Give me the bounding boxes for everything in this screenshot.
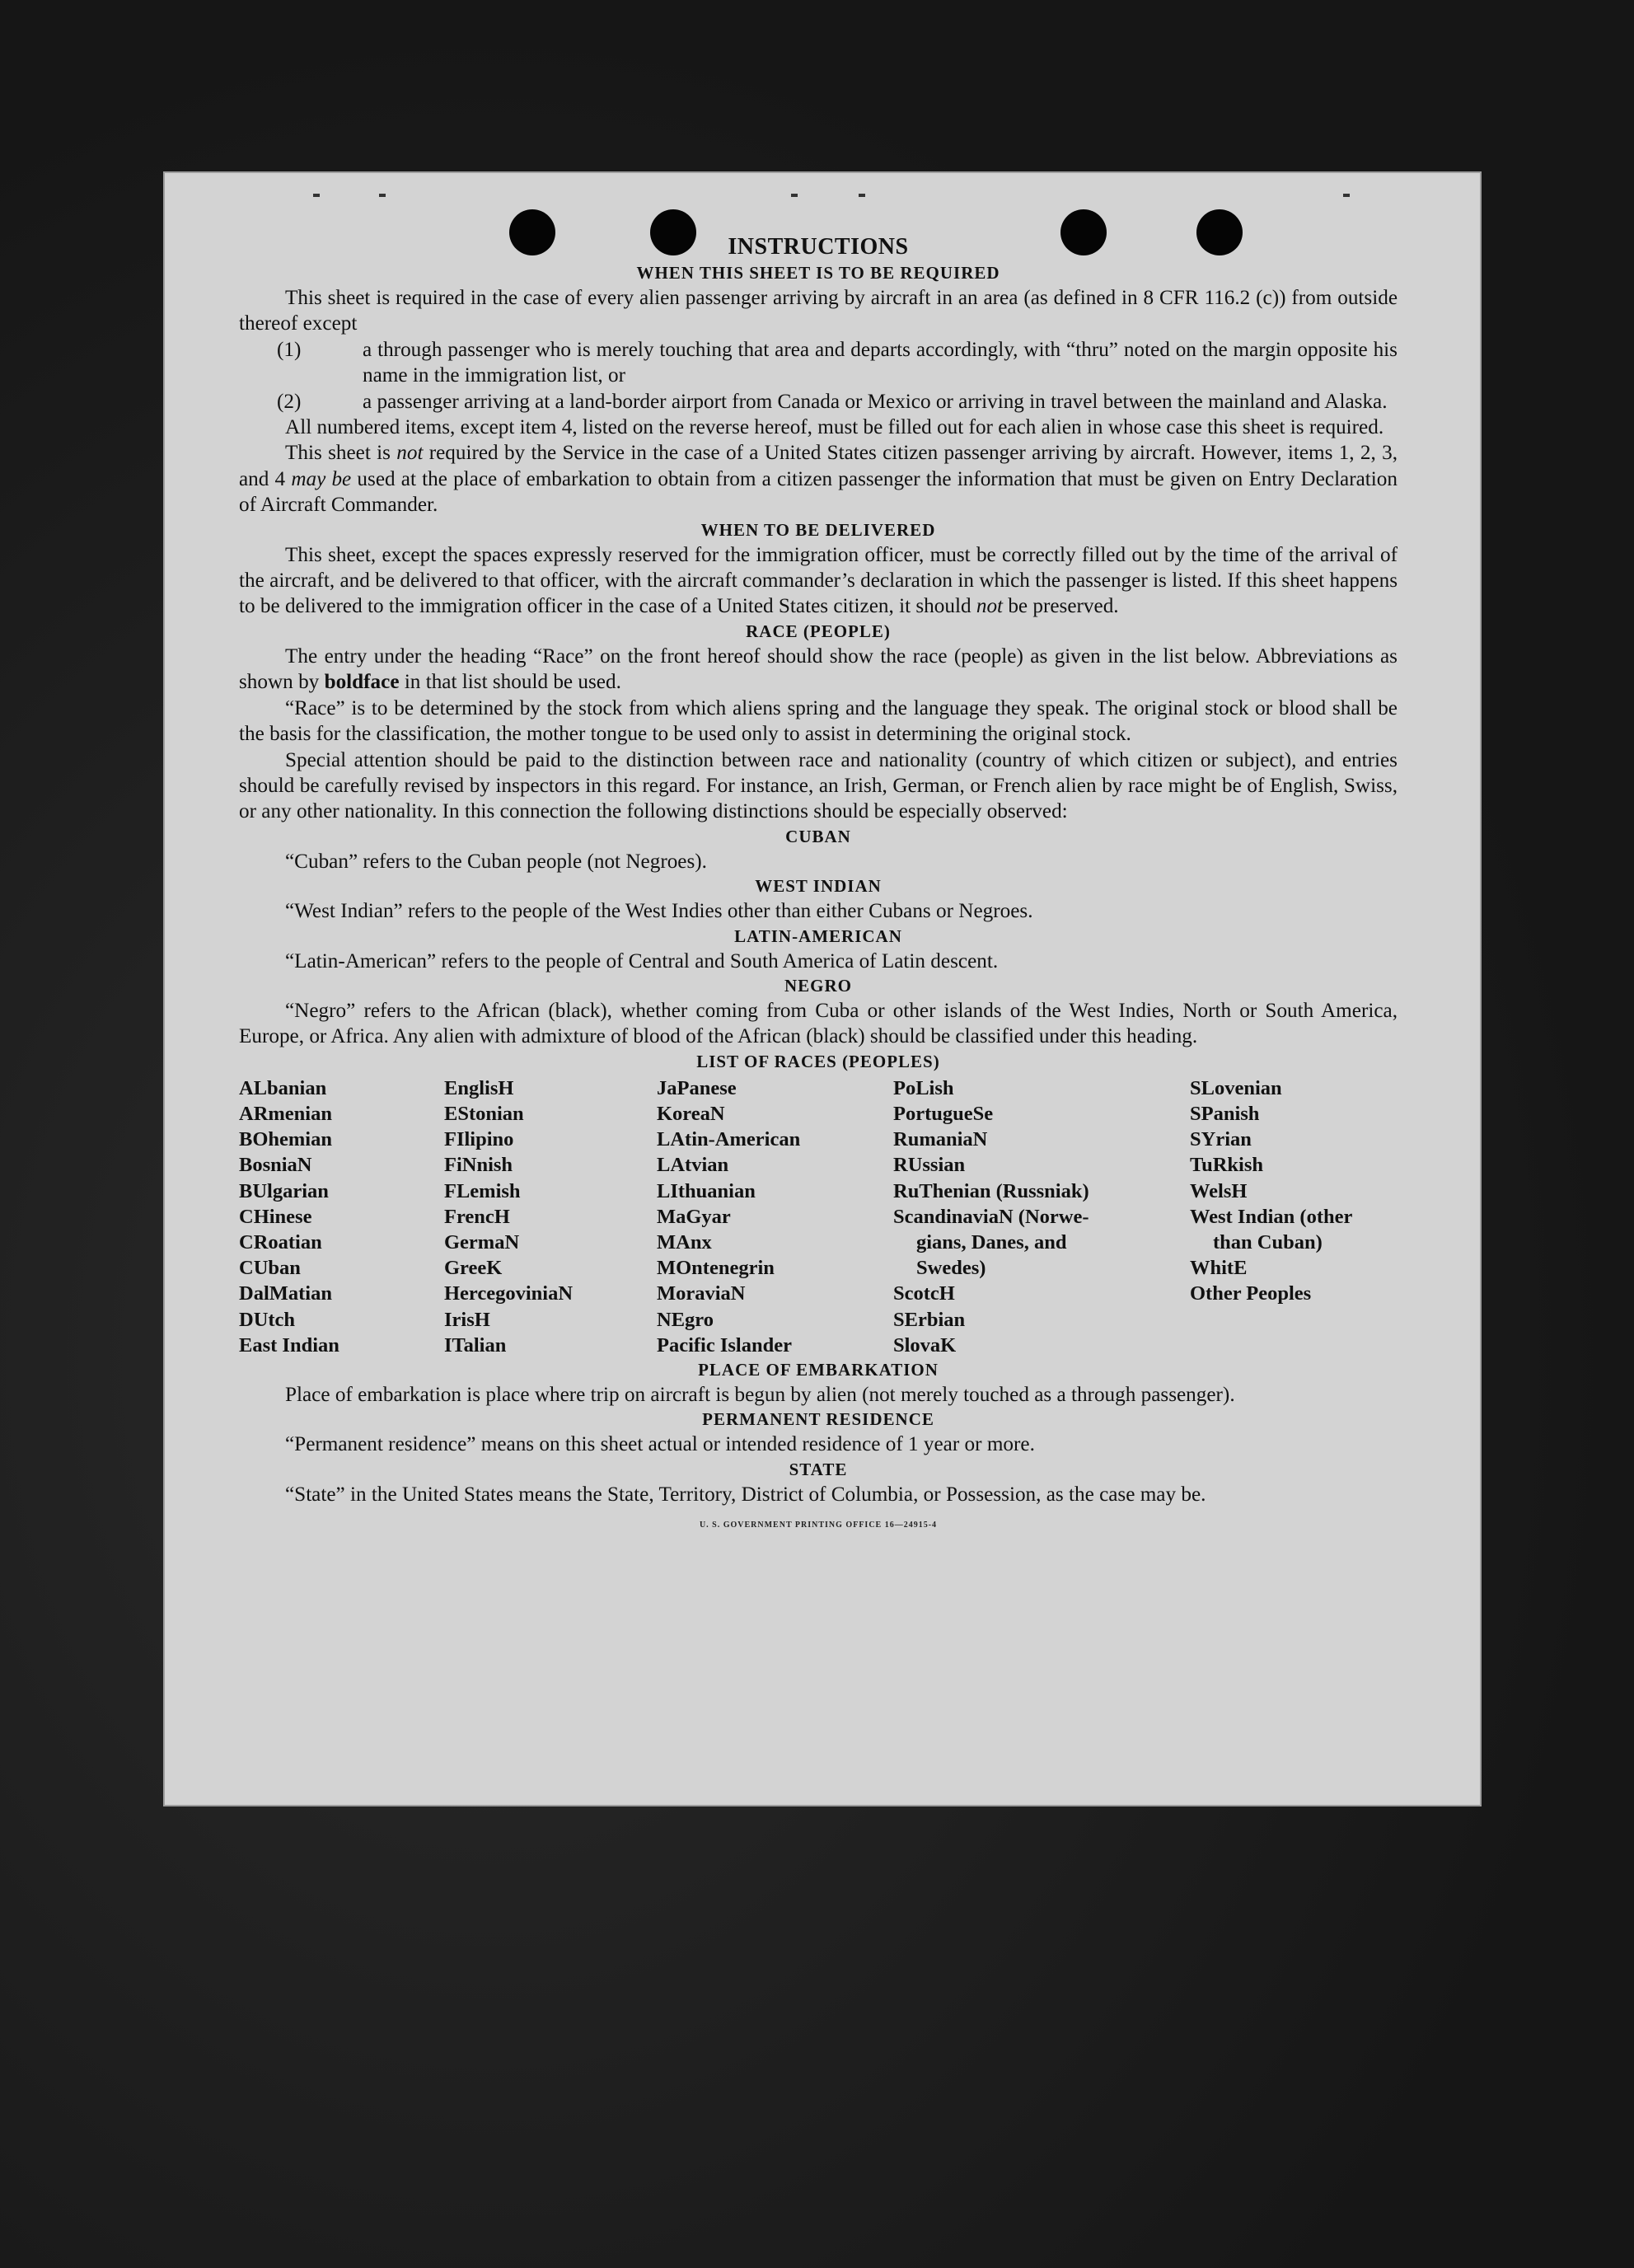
- race-entry: JaPanese: [657, 1076, 737, 1099]
- paragraph-delivery: This sheet, except the spaces expressly reserved for the immigration officer, must be correctly filled out by the time of the arrival of the aircraft, and be delivered to that officer, with the aircraft commander’s declaration in which the passenger is listed. If this sheet happens to be delivered to the immigration officer in the case of a United States citizen, it should not be preserved.: [239, 543, 1398, 618]
- races-table: [239, 1075, 1398, 1358]
- race-entry: SYrian: [1190, 1128, 1252, 1151]
- races-column-2: [444, 1075, 657, 1358]
- race-entry: LAtin-American: [657, 1128, 801, 1151]
- heading-list-of-races: LIST OF RACES (PEOPLES): [696, 1051, 940, 1071]
- scan-mark: [859, 194, 865, 197]
- race-entry: gians, Danes, and: [916, 1230, 1067, 1253]
- page-title: INSTRUCTIONS: [728, 234, 909, 260]
- paragraph-negro: “Negro” refers to the African (black), whether coming from Cuba or other islands of the West Indies, North or South America, Europe, or Africa. Any alien with admixture of blood of the African (black) should be classified under this heading.: [239, 999, 1398, 1048]
- race-entry: EStonian: [444, 1102, 524, 1125]
- instructions-body: [239, 233, 1398, 1539]
- heading-race: RACE (PEOPLE): [746, 621, 891, 641]
- item-text: a through passenger who is merely touching that area and departs accordingly, with “thru” noted on the margin opposite his name in the immigration list, or: [363, 338, 1398, 387]
- race-entry: FLemish: [444, 1179, 521, 1202]
- paragraph-citizen-passenger: This sheet is not required by the Service in the case of a United States citizen passenger arriving by aircraft. However, items 1, 2, 3, and 4 may be used at the place of embarkation to obtain from a citizen passenger the information that must be given on Entry Declaration of Aircraft Commander.: [239, 442, 1398, 517]
- race-entry: East Indian: [239, 1333, 339, 1357]
- race-entry: ARmenian: [239, 1102, 332, 1125]
- race-entry: LIthuanian: [657, 1179, 756, 1202]
- race-entry: RumaniaN: [893, 1128, 988, 1151]
- race-entry: KoreaN: [657, 1102, 725, 1125]
- race-entry: BOhemian: [239, 1128, 332, 1151]
- race-entry: CRoatian: [239, 1230, 322, 1253]
- heading-cuban: CUBAN: [785, 826, 851, 846]
- races-column-5: [1190, 1075, 1398, 1358]
- heading-negro: NEGRO: [784, 975, 852, 996]
- race-entry: CUban: [239, 1257, 301, 1280]
- heading-embarkation: PLACE OF EMBARKATION: [698, 1359, 939, 1380]
- race-entry: SlovaK: [893, 1333, 957, 1357]
- races-column-3: [657, 1075, 893, 1358]
- race-entry: ALbanian: [239, 1076, 327, 1099]
- races-column-1: [239, 1075, 444, 1358]
- paragraph-race-definition: “Race” is to be determined by the stock from which aliens spring and the language they speak. The original stock or blood shall be the basis for the classification, the mother tongue to be used only to assist in determining the original stock.: [239, 696, 1398, 746]
- heading-when-required: WHEN THIS SHEET IS TO BE REQUIRED: [636, 263, 1000, 283]
- scan-mark: [379, 194, 386, 197]
- race-entry: BUlgarian: [239, 1179, 329, 1202]
- race-entry: GermaN: [444, 1230, 520, 1253]
- race-entry: DUtch: [239, 1308, 296, 1331]
- item-number: (2): [277, 390, 302, 413]
- race-entry: LAtvian: [657, 1154, 729, 1177]
- paragraph-permanent-residence: “Permanent residence” means on this sheet actual or intended residence of 1 year or more.: [285, 1433, 1035, 1456]
- race-entry: IrisH: [444, 1308, 490, 1331]
- race-entry: FrencH: [444, 1205, 510, 1228]
- scan-mark: [1343, 194, 1350, 197]
- paragraph-race-nationality: Special attention should be paid to the distinction between race and nationality (country of which citizen or subject), and entries should be carefully revised by inspectors in this regard. For instance, an Irish, German, or French alien by race might be of English, Swiss, or any other nationality. In this connection the following distinctions should be especially observed:: [239, 748, 1398, 823]
- race-entry: Swedes): [916, 1257, 986, 1280]
- race-entry: Other Peoples: [1190, 1282, 1312, 1305]
- race-entry: MAnx: [657, 1230, 712, 1253]
- race-entry: FIlipino: [444, 1128, 514, 1151]
- race-entry: than Cuban): [1213, 1230, 1323, 1253]
- heading-permanent-residence: PERMANENT RESIDENCE: [702, 1409, 934, 1430]
- race-entry: RUssian: [893, 1154, 966, 1177]
- race-entry: CHinese: [239, 1205, 312, 1228]
- race-entry: West Indian (other: [1190, 1205, 1353, 1228]
- heading-state: STATE: [789, 1459, 848, 1479]
- paragraph-required-intro: This sheet is required in the case of every alien passenger arriving by aircraft in an area (as defined in 8 CFR 116.2 (c)) from outside thereof except: [239, 287, 1398, 335]
- instruction-sheet: [163, 171, 1482, 1806]
- race-entry: DalMatian: [239, 1282, 332, 1305]
- scan-mark: [313, 194, 320, 197]
- race-entry: ScotcH: [893, 1282, 955, 1305]
- race-entry: RuThenian (Russniak): [893, 1179, 1089, 1202]
- paragraph-latin-american: “Latin-American” refers to the people of Central and South America of Latin descent.: [285, 949, 999, 972]
- race-entry: BosniaN: [239, 1154, 312, 1177]
- race-entry: ITalian: [444, 1333, 507, 1357]
- race-entry: ScandinaviaN (Norwe-: [893, 1205, 1089, 1228]
- exception-item-1: [239, 337, 1398, 389]
- race-entry: MOntenegrin: [657, 1257, 775, 1280]
- paragraph-cuban: “Cuban” refers to the Cuban people (not Negroes).: [285, 850, 707, 873]
- paragraph-embarkation: Place of embarkation is place where trip on aircraft is begun by alien (not merely touched as a through passenger).: [285, 1383, 1235, 1406]
- race-entry: Pacific Islander: [657, 1333, 792, 1357]
- printing-office-imprint: U. S. GOVERNMENT PRINTING OFFICE 16—24915-4: [699, 1521, 938, 1530]
- race-entry: FiNnish: [444, 1154, 513, 1177]
- paragraph-state: “State” in the United States means the State, Territory, District of Columbia, or Possession, as the case may be.: [285, 1483, 1206, 1506]
- exception-item-2: [239, 389, 1398, 415]
- races-column-4: [893, 1075, 1190, 1358]
- heading-when-delivered: WHEN TO BE DELIVERED: [700, 519, 936, 540]
- scan-mark: [791, 194, 798, 197]
- race-entry: SErbian: [893, 1308, 966, 1331]
- item-number: (1): [277, 338, 302, 361]
- race-entry: EnglisH: [444, 1076, 514, 1099]
- race-entry: MaGyar: [657, 1205, 731, 1228]
- paragraph-west-indian: “West Indian” refers to the people of the West Indies other than either Cubans or Negroes.: [285, 900, 1033, 923]
- item-text: a passenger arriving at a land-border airport from Canada or Mexico or arriving in travel between the mainland and Alaska.: [363, 390, 1388, 413]
- heading-latin-american: LATIN-AMERICAN: [734, 925, 902, 946]
- race-entry: SPanish: [1190, 1102, 1260, 1125]
- paragraph-race-entry: The entry under the heading “Race” on the front hereof should show the race (people) as given in the list below. Abbreviations as shown by boldface in that list should be used.: [239, 644, 1398, 694]
- race-entry: WhitE: [1190, 1257, 1248, 1280]
- race-entry: PortugueSe: [893, 1102, 994, 1125]
- race-entry: NEgro: [657, 1308, 714, 1331]
- race-entry: SLovenian: [1190, 1076, 1282, 1099]
- race-entry: TuRkish: [1190, 1154, 1264, 1177]
- race-entry: MoraviaN: [657, 1282, 746, 1305]
- race-entry: HercegoviniaN: [444, 1282, 574, 1305]
- race-entry: GreeK: [444, 1257, 503, 1280]
- paragraph-numbered-items: All numbered items, except item 4, listed on the reverse hereof, must be filled out for each alien in whose case this sheet is required.: [285, 416, 1384, 439]
- race-entry: WelsH: [1190, 1179, 1248, 1202]
- race-entry: PoLish: [893, 1076, 954, 1099]
- heading-west-indian: WEST INDIAN: [755, 876, 882, 897]
